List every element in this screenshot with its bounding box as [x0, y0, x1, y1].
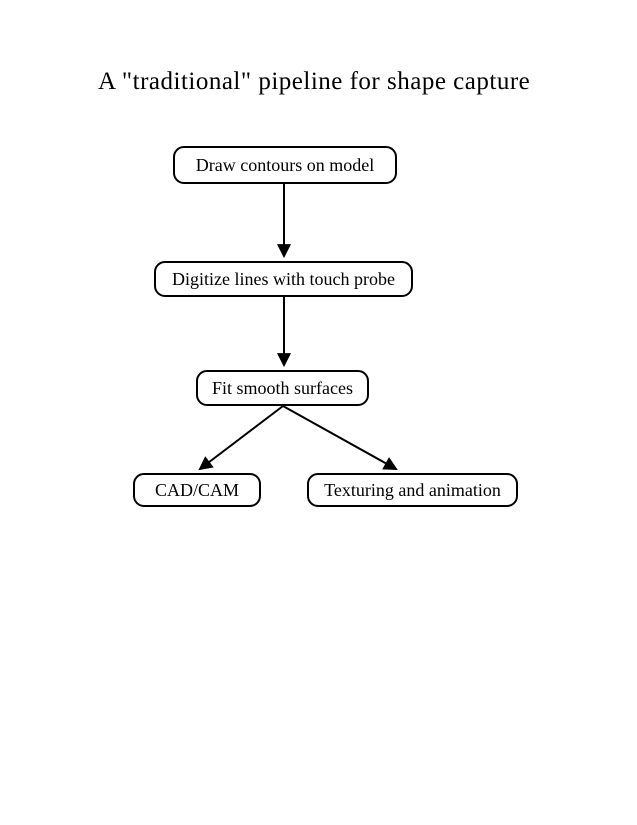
edge-fit-to-cadcam: [200, 406, 283, 469]
page-title: A "traditional" pipeline for shape capture: [98, 68, 531, 95]
node-cad-cam: CAD/CAM: [133, 473, 261, 507]
edge-fit-to-texturing: [283, 406, 396, 469]
node-texturing-animation: Texturing and animation: [307, 473, 518, 507]
node-draw-contours: Draw contours on model: [173, 146, 397, 184]
node-fit-smooth-surfaces: Fit smooth surfaces: [196, 370, 369, 406]
node-digitize-lines: Digitize lines with touch probe: [154, 261, 413, 297]
